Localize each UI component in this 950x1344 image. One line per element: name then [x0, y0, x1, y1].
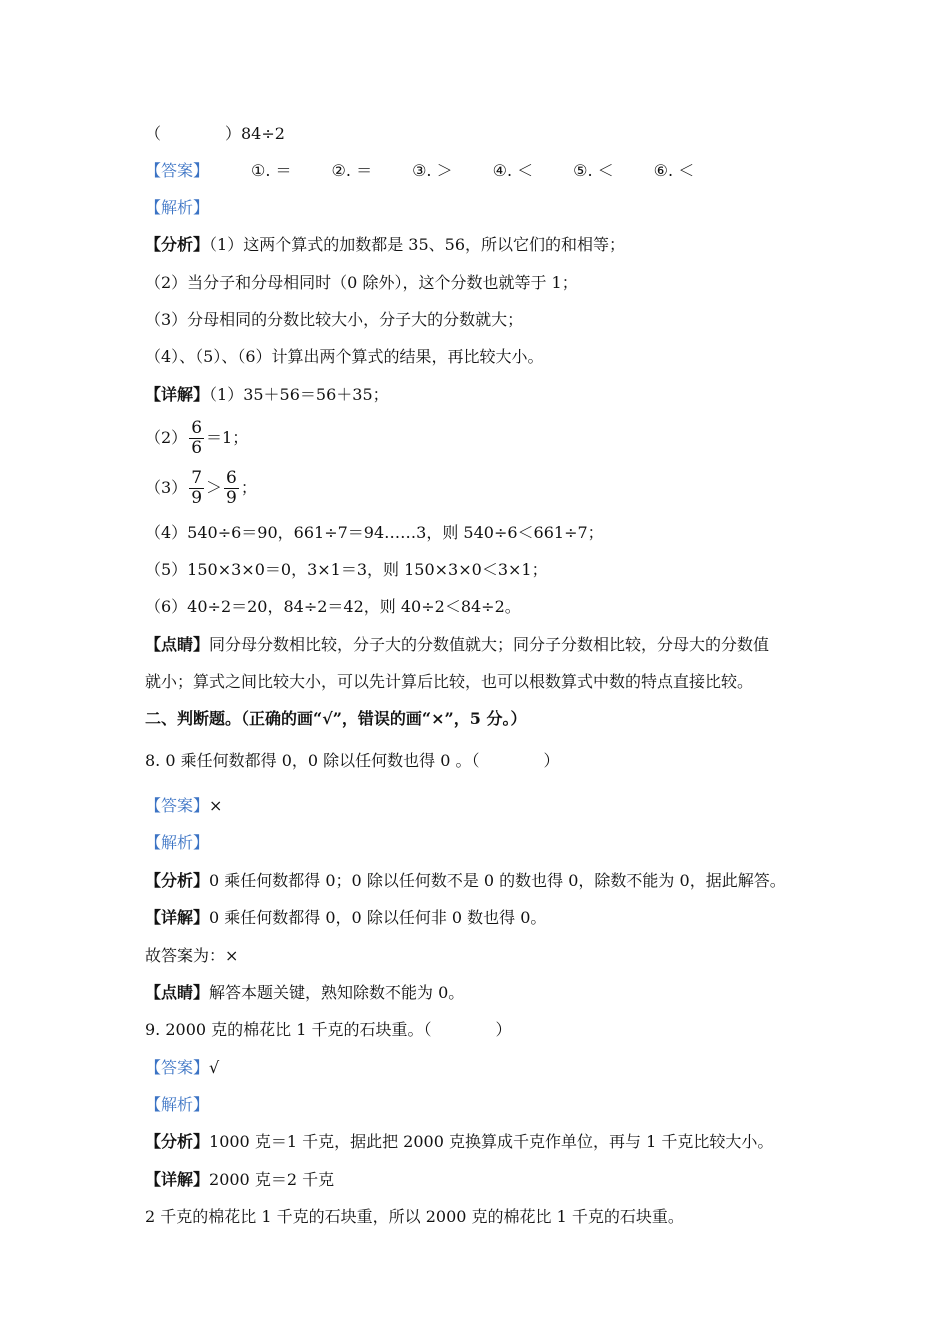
q7-fenxi-1-text: （1）这两个算式的加数都是 35、56，所以它们的和相等； [209, 235, 626, 254]
q8-dianjing [145, 982, 464, 1004]
q8-jiexi-tag: 【解析】 [145, 833, 210, 852]
q7-xiangjie-3 [145, 468, 257, 508]
q9-jiexi-tag: 【解析】 [145, 1095, 210, 1114]
q7-jiexi-tag: 【解析】 [145, 198, 210, 217]
xiangjie-tag: 【详解】 [145, 1170, 210, 1189]
q7-answer-5: ⑤. ＜ [573, 161, 614, 180]
q9-question: 9. 2000 克的棉花比 1 千克的石块重。（ ） [145, 1020, 512, 1039]
d3-operator: ＞ [206, 478, 223, 497]
xiangjie-tag: 【详解】 [145, 908, 210, 927]
d3-prefix: （3） [145, 478, 188, 497]
answer-tag: 【答案】 [145, 161, 210, 180]
q8-conclusion: 故答案为：× [145, 946, 239, 965]
q8-answer-line [145, 795, 222, 817]
q8-xiangjie-text: 0 乘任何数都得 0，0 除以任何非 0 数也得 0。 [209, 908, 547, 927]
q7-answer-2: ②. ＝ [331, 161, 373, 180]
fenxi-tag: 【分析】 [145, 871, 210, 890]
answer-tag: 【答案】 [145, 796, 210, 815]
xiangjie-tag: 【详解】 [145, 385, 210, 404]
q8-fenxi [145, 870, 786, 892]
dianjing-tag: 【点睛】 [145, 983, 210, 1002]
q7-answer-line [145, 160, 694, 182]
fraction-denominator: 9 [226, 488, 237, 508]
q7-answer-1: ①. ＝ [251, 161, 292, 180]
q9-xiangjie [145, 1169, 334, 1191]
fraction-numerator: 6 [226, 468, 237, 488]
q7-dianjing-2: 就小；算式之间比较大小，可以先计算后比较，也可以根数算式中数的特点直接比较。 [145, 672, 754, 691]
fenxi-tag: 【分析】 [145, 235, 210, 254]
fraction-numerator: 6 [191, 418, 203, 438]
q7-dianjing-1-text: 同分母分数相比较，分子大的分数值就大；同分子分数相比较，分母大的分数值 [209, 635, 770, 654]
fraction-denominator: 6 [191, 438, 203, 458]
d3-suffix: ； [240, 478, 257, 497]
q9-answer: √ [209, 1058, 220, 1077]
d2-prefix: （2） [145, 428, 188, 447]
q8-fenxi-text: 0 乘任何数都得 0；0 除以任何数不是 0 的数也得 0，除数不能为 0，据此解答。 [209, 871, 786, 890]
q8-xiangjie [145, 907, 546, 929]
q8-question: 8. 0 乘任何数都得 0，0 除以任何数也得 0 。（ ） [145, 751, 560, 770]
answer-tag: 【答案】 [145, 1058, 210, 1077]
section-heading: 二、判断题。（正确的画“√”，错误的画“×”，5 分。） [145, 709, 527, 728]
dianjing-tag: 【点睛】 [145, 635, 210, 654]
q7-xiangjie-1-text: （1）35＋56＝56＋35； [209, 385, 389, 404]
q7-dianjing-1 [145, 634, 769, 656]
q9-fenxi [145, 1131, 773, 1153]
fraction-denominator: 9 [191, 488, 203, 508]
q7-answer-6: ⑥. ＜ [653, 161, 695, 180]
fraction-6-over-9 [224, 469, 239, 508]
fraction-6-over-6 [189, 419, 204, 458]
q7-xiangjie-6: （6）40÷2＝20，84÷2＝42，则 40÷2＜84÷2。 [145, 597, 521, 616]
q7-fenxi-3: （3）分母相同的分数比较大小，分子大的分数就大； [145, 310, 524, 329]
q7-xiangjie-4: （4）540÷6＝90，661÷7＝94……3，则 540÷6＜661÷7； [145, 523, 604, 542]
q7-answer-3: ③. ＞ [412, 161, 453, 180]
q7-fenxi-2: （2）当分子和分母相同时（0 除外），这个分数也就等于 1； [145, 273, 578, 292]
q9-xiangjie-text: 2000 克＝2 千克 [209, 1170, 335, 1189]
q7-continuation: （ ）84÷2 [145, 124, 285, 143]
q8-answer: × [209, 796, 223, 815]
q9-answer-line [145, 1057, 219, 1079]
q9-conclusion: 2 千克的棉花比 1 千克的石块重，所以 2000 克的棉花比 1 千克的石块重。 [145, 1207, 684, 1226]
q7-xiangjie-5: （5）150×3×0＝0，3×1＝3，则 150×3×0＜3×1； [145, 560, 548, 579]
q7-xiangjie-2 [145, 418, 248, 458]
q9-fenxi-text: 1000 克＝1 千克，据此把 2000 克换算成千克作单位，再与 1 千克比较大小。 [209, 1132, 774, 1151]
q8-dianjing-text: 解答本题关键，熟知除数不能为 0。 [209, 983, 465, 1002]
q7-answer-4: ④. ＜ [492, 161, 534, 180]
fraction-numerator: 7 [191, 468, 203, 488]
q7-fenxi-4: （4）、（5）、（6）计算出两个算式的结果，再比较大小。 [145, 347, 544, 366]
fraction-7-over-9 [189, 469, 204, 508]
q7-fenxi-1 [145, 234, 625, 256]
d2-suffix: ＝1； [206, 428, 249, 447]
fenxi-tag: 【分析】 [145, 1132, 210, 1151]
q7-xiangjie-1 [145, 384, 389, 406]
